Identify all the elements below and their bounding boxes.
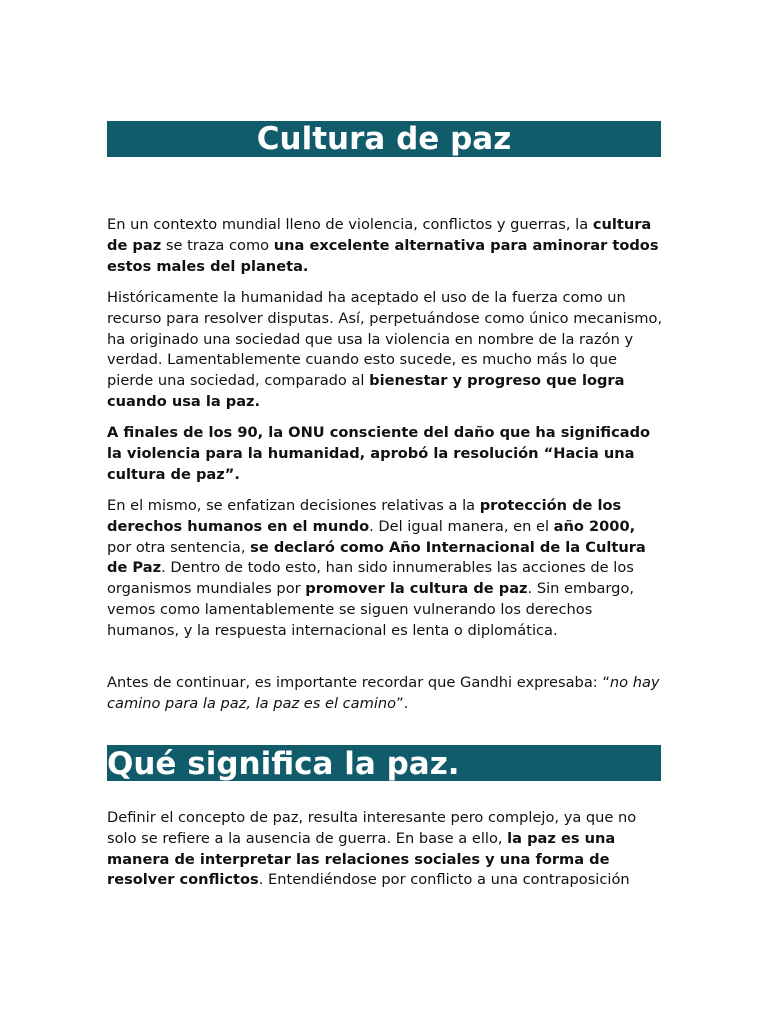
bold-text-run: bienestar y progreso que logra cuando usa la paz. [107,372,625,410]
text-run: . Del igual manera, en el [369,517,554,535]
text-run: En un contexto mundial lleno de violencia, conflictos y guerras, la [107,216,593,233]
text-run: se traza como [161,236,274,254]
text-run: por otra sentencia, [107,538,251,556]
bold-text-run: protección de los derechos humanos en el mundo [107,497,622,535]
bold-text-run: cultura de paz [107,216,652,254]
paragraph-definicion-paz [107,808,663,891]
heading-cultura-de-paz: Cultura de paz [107,121,661,157]
paragraph-derechos-humanos [107,496,663,642]
text-run: . Dentro de todo esto, han sido innumerables las acciones de los organismos mundiales por [107,559,634,598]
italic-quote: no hay camino para la paz, la paz es el camino [107,674,660,712]
paragraph-gandhi-quote [107,673,663,715]
text-run: . Sin embargo, vemos como lamentablemente se siguen vulnerando los derechos humanos, y la respuesta internacional es lenta o diplomática. [107,580,635,639]
text-run: En el mismo, se enfatizan decisiones relativas a la [107,497,480,514]
text-run: ”. [396,694,409,712]
text-run: Antes de continuar, es importante recordar que Gandhi expresaba: “ [107,674,610,691]
bold-text-run: la paz es una manera de interpretar las relaciones sociales y una forma de resolver conflictos [107,829,616,889]
paragraph-intro [107,215,663,277]
text-run: Históricamente la humanidad ha aceptado el uso de la fuerza como un recurso para resolver disputas. Así, perpetuándose como único mecanismo, ha originado una sociedad que usa la violencia en nombre de la razón y verdad. Lamentablemente cuando esto sucede, es mucho más lo que pierde una sociedad, comparado al [107,289,663,390]
paragraph-onu [107,423,663,485]
bold-text-run: promover la cultura de paz [305,580,528,598]
bold-text-run: A finales de los 90, la ONU consciente del daño que ha significado la violencia para la humanidad, aprobó la resolución “Hacia una cultura de paz”. [107,424,651,483]
bold-text-run: año 2000, [553,517,636,535]
paragraph-historia [107,288,663,413]
heading-que-significa-la-paz: Qué significa la paz. [107,745,661,781]
text-run: . Entendiéndose por conflicto a una contraposición [258,871,630,889]
text-run: Definir el concepto de paz, resulta interesante pero complejo, ya que no solo se refiere a la ausencia de guerra. En base a ello, [107,809,637,847]
bold-text-run: una excelente alternativa para aminorar todos estos males del planeta. [107,236,659,275]
bold-text-run: se declaró como Año Internacional de la Cultura de Paz [107,538,646,577]
